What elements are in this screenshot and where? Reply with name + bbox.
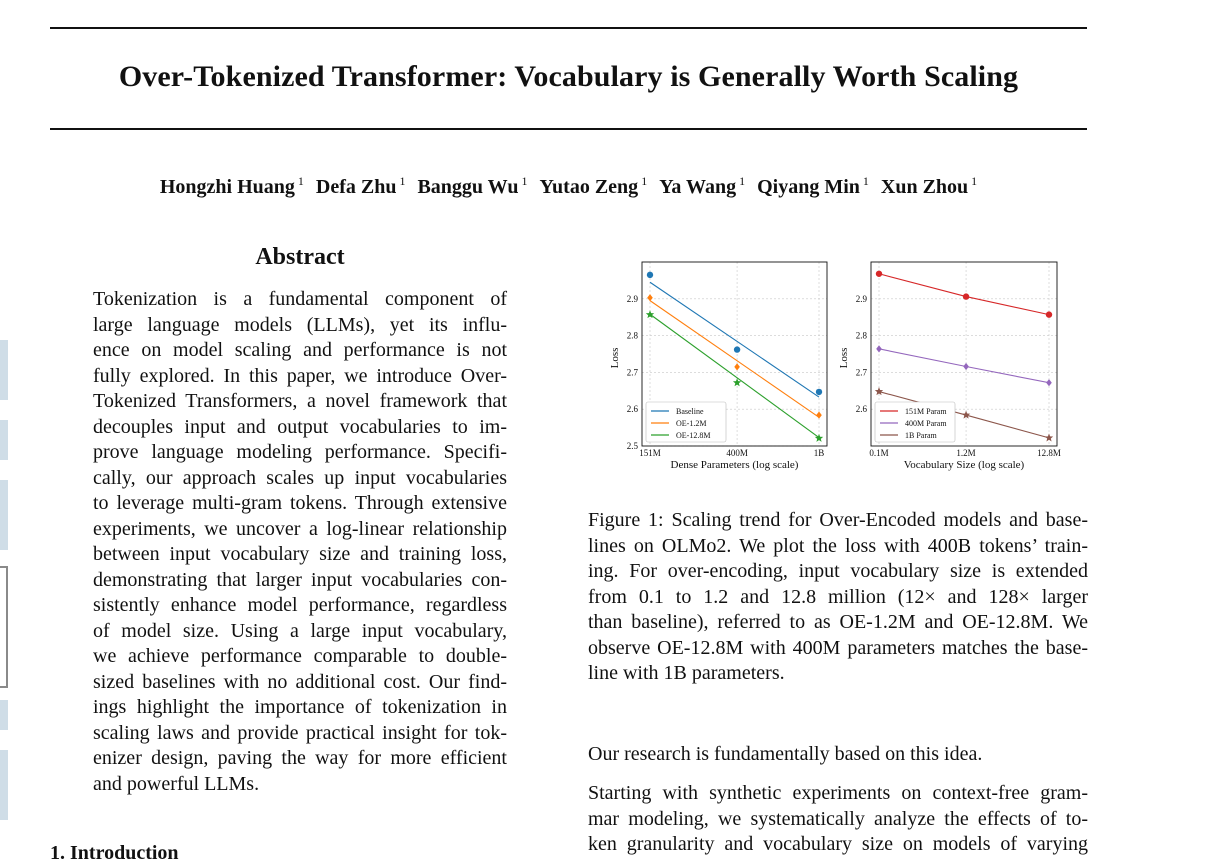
x-tick-label: 151M (639, 448, 661, 458)
arxiv-stamp-bracket (0, 566, 8, 688)
author-affiliation: 1 (641, 174, 648, 188)
left-chart (609, 262, 827, 471)
data-point (1045, 434, 1053, 442)
x-axis-label: Vocabulary Size (log scale) (903, 459, 1025, 471)
text-line: Tokenized Transformers, a novel framework that (93, 390, 507, 412)
text-line: between input vocabulary size and training loss, (93, 543, 507, 565)
right-chart (838, 262, 1061, 471)
data-point (647, 294, 653, 301)
text-line: cally, our approach scales up input vocabularies (93, 466, 507, 489)
text-line: experiments, we uncover a log-linear relationship (93, 517, 507, 540)
top-rule (50, 27, 1087, 29)
series-400m-param (876, 345, 1052, 386)
data-point (963, 293, 969, 299)
y-tick-label: 2.9 (855, 293, 867, 304)
author (659, 176, 745, 198)
author-name: Qiyang Min (757, 175, 860, 198)
text-line: observe OE-12.8M with 400M parameters matches the base- (588, 636, 1088, 659)
legend-label: 1B Param (905, 431, 937, 440)
data-point (962, 411, 970, 419)
y-tick-label: 2.6 (626, 404, 638, 415)
section-heading-introduction: 1. Introduction (50, 842, 179, 864)
y-tick-label: 2.9 (626, 293, 638, 304)
text-line: large language models (LLMs), yet its influ- (93, 313, 507, 336)
text-line: sized baselines with no additional cost. Our find- (93, 670, 507, 693)
legend-label: 151M Param (905, 407, 947, 416)
abstract-body (93, 287, 507, 797)
author-name: Defa Zhu (315, 175, 397, 198)
text-line: ing. For over-encoding, input vocabulary size is extended (588, 560, 1088, 582)
legend-label: Baseline (676, 407, 704, 416)
text-line: demonstrating that larger input vocabularies con- (93, 568, 507, 591)
text-line: line with 1B parameters. (588, 662, 785, 684)
text-line: scaling laws and provide practical insight for tok- (93, 721, 507, 744)
x-axis-label: Dense Parameters (log scale) (670, 459, 799, 471)
series-oe-1-2m (647, 294, 822, 419)
text-line: than baseline), referred to as OE-1.2M and OE-12.8M. We (588, 611, 1088, 633)
text-line: prove language modeling performance. Specifi- (93, 441, 507, 463)
author-affiliation: 1 (297, 174, 304, 188)
author-affiliation: 1 (862, 174, 869, 188)
text-line: Tokenization is a fundamental component of (93, 288, 507, 310)
series-baseline (647, 272, 822, 397)
text-line: we achieve performance comparable to double- (93, 645, 507, 667)
data-point (734, 363, 740, 370)
author-affiliation: 1 (521, 174, 528, 188)
author (160, 176, 304, 198)
data-point (876, 271, 882, 277)
text-line: to leverage multi-gram tokens. Through extensive (93, 492, 507, 514)
fit-line (650, 282, 819, 397)
y-tick-label: 2.7 (626, 367, 638, 378)
text-line: ken granularity and vocabulary size on models of varying (588, 833, 1088, 855)
series-151m-param (876, 271, 1052, 318)
y-tick-label: 2.8 (626, 330, 638, 341)
author-affiliation: 1 (971, 174, 978, 188)
author (757, 176, 869, 198)
text-line: ence on model scaling and performance is not (93, 339, 507, 361)
author-name: Xun Zhou (880, 175, 969, 198)
y-tick-label: 2.5 (626, 441, 638, 451)
author (881, 176, 977, 198)
author-list (50, 174, 1087, 199)
text-line: decouples input and output vocabularies to im- (93, 415, 507, 438)
author (539, 176, 647, 198)
x-tick-label: 0.1M (869, 448, 889, 458)
author (316, 176, 406, 198)
legend-label: 400M Param (905, 419, 947, 428)
author-name: Banggu Wu (417, 175, 519, 198)
text-line: Starting with synthetic experiments on context-free gram- (588, 782, 1088, 804)
legend-label: OE-12.8M (676, 431, 711, 440)
figure-caption (588, 508, 1088, 687)
author-name: Yutao Zeng (539, 175, 639, 198)
legend-label: OE-1.2M (676, 419, 707, 428)
figure-1 (605, 256, 1075, 476)
author (417, 176, 527, 198)
paper-title: Over-Tokenized Transformer: Vocabulary is Generally Worth Scaling (118, 60, 1019, 93)
x-tick-label: 12.8M (1037, 448, 1061, 458)
text-line: ings highlight the importance of tokenization in (93, 696, 507, 718)
body-line: Our research is fundamentally based on this idea. (588, 743, 983, 765)
data-point (816, 389, 822, 395)
y-axis-label: Loss (609, 347, 621, 369)
data-point (734, 346, 740, 352)
body-paragraph-2 (588, 781, 1088, 858)
data-point (1046, 379, 1052, 386)
y-tick-label: 2.6 (855, 404, 867, 415)
text-line: sistently enhance model performance, regardless (93, 594, 507, 616)
body-paragraph-1 (588, 742, 1088, 768)
author-name: Hongzhi Huang (159, 175, 295, 198)
data-point (875, 387, 883, 395)
author-name: Ya Wang (659, 175, 737, 198)
text-line: fully explored. In this paper, we introduce Over- (93, 364, 507, 387)
text-line: mar modeling, we systematically analyze the effects of to- (588, 807, 1088, 830)
y-tick-label: 2.8 (855, 330, 867, 341)
y-tick-label: 2.7 (855, 367, 867, 378)
text-line: from 0.1 to 1.2 and 12.8 million (12× and 128× larger (588, 585, 1088, 608)
data-point (876, 345, 882, 352)
title-bottom-rule (50, 128, 1087, 130)
data-point (1046, 311, 1052, 317)
text-line: Figure 1: Scaling trend for Over-Encoded models and base- (588, 509, 1088, 531)
data-point (647, 272, 653, 278)
data-point (816, 411, 822, 418)
fit-line (650, 301, 819, 418)
abstract-heading: Abstract (255, 244, 345, 270)
author-affiliation: 1 (399, 174, 406, 188)
text-line: and powerful LLMs. (93, 772, 260, 795)
text-line: enizer design, paving the way for more efficient (93, 747, 507, 769)
x-tick-label: 1.2M (956, 448, 976, 458)
text-line: of model size. Using a large input vocabulary, (93, 619, 507, 642)
author-affiliation: 1 (739, 174, 746, 188)
x-tick-label: 400M (726, 448, 748, 458)
legend (875, 402, 955, 442)
text-line: lines on OLMo2. We plot the loss with 400B tokens’ train- (588, 534, 1088, 557)
x-tick-label: 1B (813, 448, 825, 458)
y-axis-label: Loss (838, 347, 850, 369)
data-point (963, 363, 969, 370)
legend (646, 402, 726, 442)
